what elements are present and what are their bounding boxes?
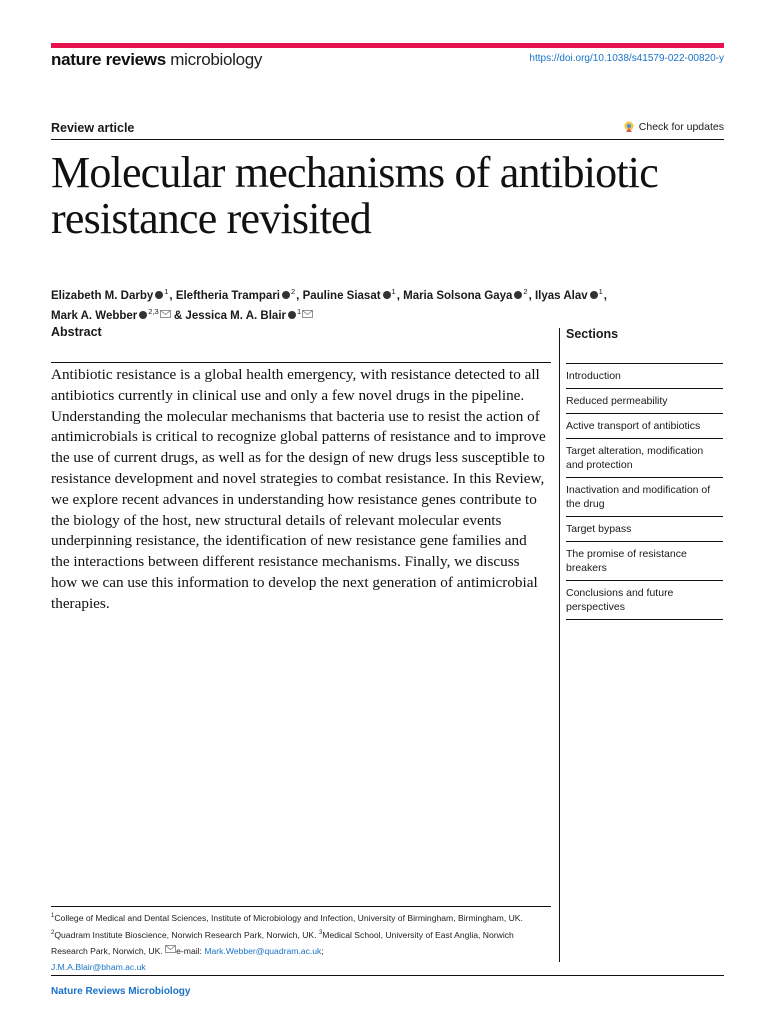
author-name: Jessica M. A. Blair — [185, 309, 286, 322]
email-icon[interactable] — [160, 307, 171, 323]
orcid-icon[interactable] — [155, 291, 163, 299]
affiliation-text: College of Medical and Dental Sciences, Institute of Microbiology and Infection, University of Birmingham, Birmingham, UK. — [54, 912, 523, 923]
author-name: Ilyas Alav — [534, 289, 588, 302]
orcid-icon[interactable] — [288, 311, 296, 319]
orcid-icon[interactable] — [282, 291, 290, 299]
author-separator: , — [169, 289, 176, 302]
crossmark-icon — [623, 121, 635, 133]
orcid-icon[interactable] — [514, 291, 522, 299]
journal-name-bold: nature reviews — [51, 50, 166, 69]
affiliation-ref: 2 — [291, 287, 296, 296]
author-name: Maria Solsona Gaya — [403, 289, 513, 302]
section-link-resistance-breakers[interactable]: The promise of resistance breakers — [566, 542, 723, 581]
author-list — [51, 284, 661, 325]
orcid-icon[interactable] — [139, 311, 147, 319]
affiliation-ref: 1 — [391, 287, 396, 296]
journal-name-rest: microbiology — [170, 50, 263, 69]
email-icon[interactable] — [302, 307, 313, 323]
affiliation-text: Medical School, University of East Anglia, Norwich Research Park, Norwich, UK. — [51, 929, 514, 956]
author-separator: & — [170, 309, 186, 322]
sections-heading: Sections — [566, 327, 619, 341]
affiliation-ref: 2 — [523, 287, 528, 296]
author-name: Pauline Siasat — [302, 289, 381, 302]
check-for-updates-label: Check for updates — [638, 121, 724, 133]
footer-journal-name[interactable]: Nature Reviews Microbiology — [51, 986, 191, 997]
orcid-icon[interactable] — [383, 291, 391, 299]
section-link-target-bypass[interactable]: Target bypass — [566, 517, 723, 542]
author-separator: , — [528, 289, 535, 302]
author-name: Eleftheria Trampari — [175, 289, 280, 302]
affiliations-footnote — [51, 909, 546, 975]
article-type-label: Review article — [51, 121, 135, 135]
orcid-icon[interactable] — [590, 291, 598, 299]
journal-accent-bar — [51, 43, 724, 48]
author-separator: , — [603, 289, 607, 302]
affiliation-ref: 2,3 — [148, 306, 159, 316]
affiliation-ref: 1 — [164, 287, 169, 296]
section-link-introduction[interactable]: Introduction — [566, 364, 723, 389]
section-link-inactivation[interactable]: Inactivation and modification of the drug — [566, 478, 723, 517]
footer-divider — [51, 975, 724, 976]
author-separator: , — [396, 289, 404, 302]
journal-logo — [51, 50, 262, 70]
column-divider — [559, 328, 560, 962]
abstract-text: Antibiotic resistance is a global health emergency, with resistance detected to all antibiotics currently in clinical use and only a few novel drugs in the pipeline. Understanding the molecular mechanisms that bacteria use to resist the action of antimicrobials is critical to recognize global patterns of resistance and to improve the use of current drugs, as well as for the design of new drugs less susceptible to resistance development and novel strategies to combat resistance. In this Review, we explore recent advances in understanding how resistance genes contribute to the biology of the host, new structural details of relevant molecular events underpinning resistance, the identification of new resistance gene families and the interactions between different resistance mechanisms. Finally, we discuss how we can use this information to develop the next generation of antimicrobial therapies. — [51, 366, 546, 612]
affiliation-ref: 1 — [598, 287, 603, 296]
email-separator: ; — [321, 945, 324, 956]
author-name: Mark A. Webber — [51, 309, 138, 322]
footnote-divider — [51, 906, 551, 907]
affiliation-number: 1 — [51, 913, 55, 919]
author-separator: , — [296, 289, 303, 302]
section-link-conclusions[interactable]: Conclusions and future perspectives — [566, 581, 723, 620]
abstract-heading: Abstract — [51, 325, 102, 339]
email-icon — [165, 943, 176, 958]
email-link-webber[interactable]: Mark.Webber@quadram.ac.uk — [204, 945, 322, 956]
section-link-target-alteration[interactable]: Target alteration, modification and protection — [566, 439, 723, 478]
affiliation-ref: 1 — [297, 306, 302, 316]
doi-link[interactable]: https://doi.org/10.1038/s41579-022-00820-y — [529, 53, 724, 64]
header-divider — [51, 139, 724, 140]
section-link-active-transport[interactable]: Active transport of antibiotics — [566, 414, 723, 439]
email-link-blair[interactable]: J.M.A.Blair@bham.ac.uk — [51, 961, 146, 972]
author-name: Elizabeth M. Darby — [51, 289, 154, 302]
affiliation-text: Quadram Institute Bioscience, Norwich Research Park, Norwich, UK. — [54, 929, 317, 940]
article-title: Molecular mechanisms of antibiotic resistance revisited — [51, 148, 658, 243]
check-for-updates-button[interactable] — [623, 121, 724, 133]
email-label: e-mail: — [176, 945, 202, 956]
affiliation-number: 2 — [51, 929, 55, 936]
abstract-divider — [51, 362, 551, 363]
affiliation-number: 3 — [318, 929, 323, 936]
sections-list — [566, 363, 723, 620]
section-link-reduced-permeability[interactable]: Reduced permeability — [566, 389, 723, 414]
